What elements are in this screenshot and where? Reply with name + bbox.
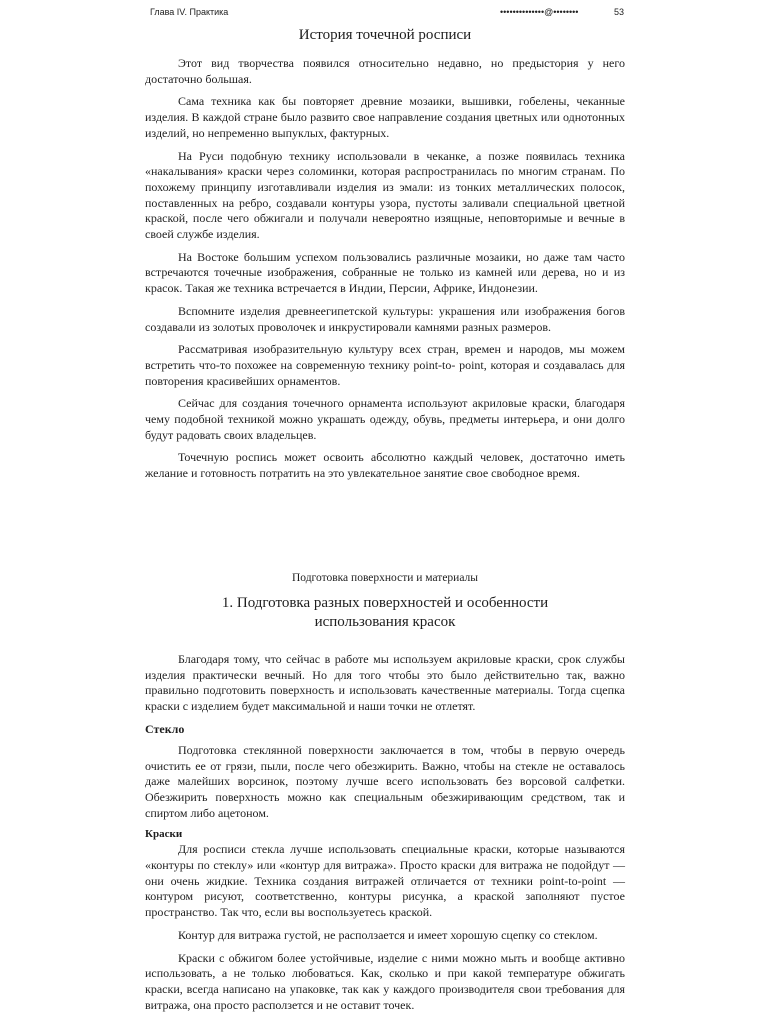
title-line: 1. Подготовка разных поверхностей и особенности: [221, 595, 549, 611]
paints-heading: Краски: [145, 828, 183, 841]
chapter-label: Глава IV. Практика: [150, 7, 229, 17]
page-number: 53: [613, 7, 624, 17]
intro-paragraph: Благодаря тому, что сейчас в работе мы используем акриловые краски, срок службы изделия практически вечный. Но для того чтобы это было действительно так, важно правильно подготовить поверхность и использовать качественные материалы. Тогда сцепка краски с изделием будет максимальной и наши точки не отлетят.: [145, 652, 625, 714]
paragraph: Точечную роспись может освоить абсолютно каждый человек, достаточно иметь желание и готовность потратить на это увлекательное занятие свое свободное время.: [145, 450, 625, 481]
paragraph: Сама техника как бы повторяет древние мозаики, вышивки, гобелены, чеканные изделия. В каждой стране было развито свое направление создания цветных или однотонных изделий, но непременно выпуклых, фактурных.: [145, 94, 625, 140]
paragraph: Для росписи стекла лучше использовать специальные краски, которые называются «контуры по стеклу» или «контур для витража». Просто краски для витража не подойдут — они очень жидкие. Техника создания витражей отличается от техники point-to-point — контуром рисуют, соответственно, контуры рисунка, а краской заполняют пустое пространство. Так что, если вы воспользуетесь краской.: [145, 842, 625, 920]
paragraph: Краски с обжигом более устойчивые, изделие с ними можно мыть и вообще активно использовать, а не только любоваться. Как, сколько и при какой температуре обжигать краски, всегда написано на упаковке, так как у каждого производителя свои требования для витража, она просто расползется и не оставит точек.: [145, 950, 625, 1012]
section-title-2: [145, 594, 625, 632]
glass-paragraph: Подготовка стеклянной поверхности заключается в том, чтобы в первую очередь очистить ее от грязи, пыли, после чего обезжирить. Важно, чтобы на стекле не оставалось даже малейших ворсинок, поэтому лучше всего использовать без ворсовой салфетки. Обезжирить поверхность можно как специальным обезжиривающим средством, так и спиртом либо ацетоном.: [145, 742, 625, 820]
paragraph: На Руси подобную технику использовали в чеканке, а позже появилась техника «накалывания» краски через соломинки, которая распространилась по многим странам. По похожему принципу изготавливали изделия из эмали: из тонких металлических полосок, поставленных на ребро, создавали контуры узора, пустоты заливали специальной цветной краской, после чего обжигали и получали невероятно изящные, неповторимые и вечные в своей службе изделия.: [145, 148, 625, 242]
surfaces-section: [145, 652, 625, 1020]
paragraph: Рассматривая изобразительную культуру всех стран, времен и народов, мы можем встретить что-то похожее на современную технику point-to- point, которая и создавалась для повторения красивейших орнаментов.: [145, 342, 625, 388]
title-line: использования красок: [314, 614, 456, 630]
history-section: [145, 56, 625, 489]
page-header: [150, 7, 624, 19]
paragraph: Сейчас для создания точечного орнамента используют акриловые краски, благодаря чему подобной техникой можно украшать одежду, обувь, предметы интерьера, и они долго будут радовать своих владельцев.: [145, 396, 625, 442]
paragraph: Этот вид творчества появился относительно недавно, но предыстория у него достаточно большая.: [145, 56, 625, 86]
paragraph: На Востоке большим успехом пользовались различные мозаики, но даже там часто встречаются точечные изображения, собранные не только из камней или дерева, но и из красок. Такая же техника встречается в Индии, Персии, Африке, Индонезии.: [145, 249, 625, 296]
section-title: История точечной росписи: [298, 27, 472, 43]
paragraph: Вспомните изделия древнеегипетской культуры: украшения или изображения богов создавали из золотых проволочек и инкрустировали камнями разных размеров.: [145, 303, 625, 334]
header-email: ••••••••••••••@••••••••: [500, 7, 579, 17]
paragraph: Контур для витража густой, не расползается и имеет хорошую сцепку со стеклом.: [178, 927, 598, 942]
glass-heading: Стекло: [145, 721, 185, 736]
subheading: Подготовка поверхности и материалы: [291, 572, 478, 584]
